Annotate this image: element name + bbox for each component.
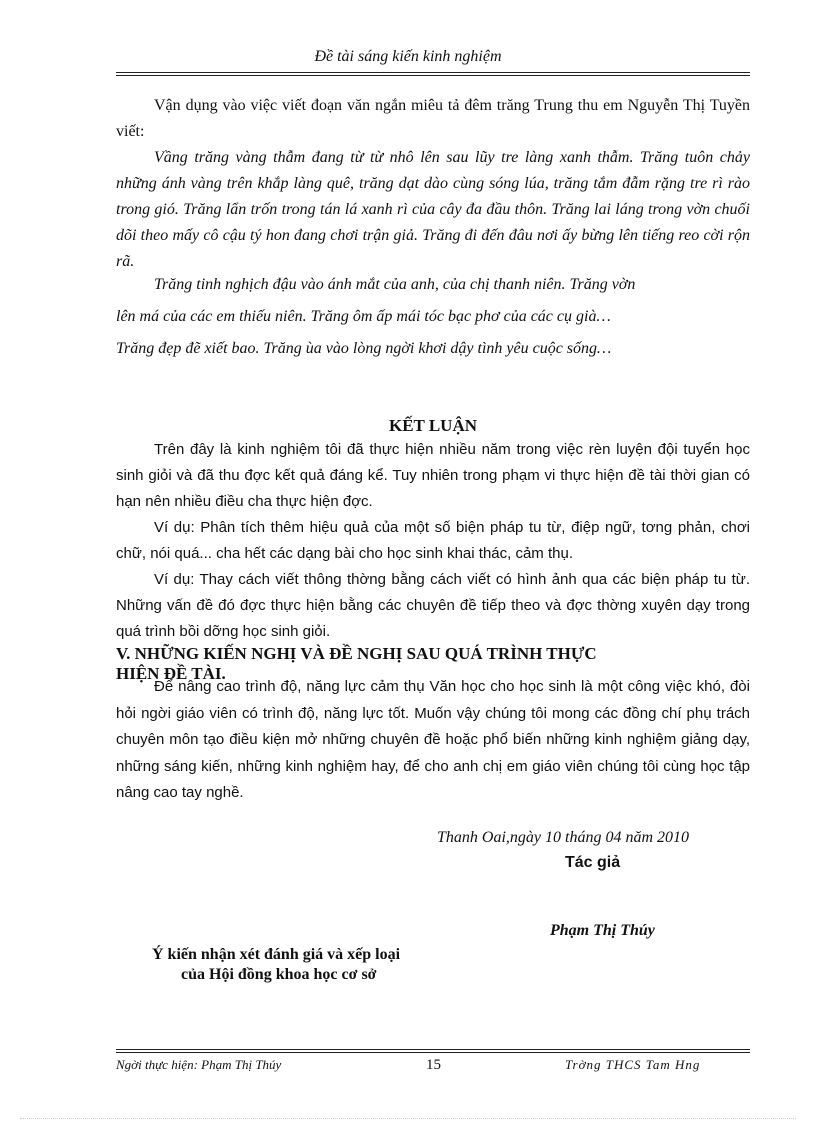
footer-rule-top [116, 1049, 750, 1050]
moon-quote-paragraph: Vầng trăng vàng thẫm đang từ từ nhô lên sau lũy tre làng xanh thẫm. Trăng tuôn chảy những ánh vàng trên khắp làng quê, trăng dạt dào cùng sóng lúa, trăng tắm đẫm rặng tre rì rào trong gió. Trăng lẩn trốn trong tán lá xanh rì của cây đa đầu thôn. Trăng lai láng trong vờn chuối dõi theo mấy cô cậu tý hon đang chơi trận giả. Trăng đi đến đâu nơi ấy bừng lên tiếng reo cời rộn rã. [116, 149, 750, 270]
conclusion-heading: KẾT LUẬN [388, 416, 477, 435]
footer-page-number: 15 [426, 1057, 441, 1073]
section-v-heading-continued: HIỆN ĐỀ TÀI. [116, 664, 226, 683]
header-rule-top [116, 72, 750, 73]
evaluation-heading: Ý kiến nhận xét đánh giá và xếp loại [152, 946, 401, 963]
footer-school: Trờng THCS Tam Hng [565, 1057, 701, 1072]
evaluation-heading-continued: của Hội đồng khoa học cơ sở [181, 966, 377, 983]
signature-author-name: Phạm Thị Thúy [550, 922, 655, 939]
conclusion-example-paragraph: Ví dụ: Thay cách viết thông thờng bằng cách viết có hình ảnh qua các biện pháp tu từ. Những vấn đề đó đợc thực hiện bằng các chuyên đề tiếp theo và đợc thờng xuyên dạy trong quá trình bồi dỡng học sinh giỏi. [116, 571, 750, 640]
moon-quote-line: lên má của các em thiếu niên. Trăng ôm ấp mái tóc bạc phơ của các cụ già… [116, 308, 611, 325]
page-header-title: Đề tài sáng kiến kinh nghiệm [314, 48, 502, 65]
footer-author: Ngời thực hiện: Phạm Thị Thúy [116, 1057, 282, 1072]
moon-quote-line: Trăng đẹp đẽ xiết bao. Trăng ùa vào lòng ngời khơi dậy tình yêu cuộc sống… [116, 340, 612, 357]
section-v-paragraph: Để nâng cao trình độ, năng lực cảm thụ Văn học cho học sinh là một công việc khó, đòi hỏi ngời giáo viên có trình độ, năng lực tốt. Muốn vậy chúng tôi mong các đồng chí phụ trách chuyên môn tạo điều kiện mở những chuyên đề hoặc phổ biến những kinh nghiệm giảng dạy, những sáng kiến, những kinh nghiệm hay, để cho anh chị em giáo viên chúng tôi cùng học tập nâng cao tay nghề. [116, 678, 750, 801]
section-v-heading: V. NHỮNG KIẾN NGHỊ VÀ ĐỀ NGHỊ SAU QUÁ TRÌNH THỰC [116, 644, 597, 663]
intro-paragraph: Vận dụng vào việc viết đoạn văn ngắn miêu tả đêm trăng Trung thu em Nguyễn Thị Tuyền viết: [116, 97, 750, 140]
page-bottom-dotted-border [20, 1118, 796, 1119]
conclusion-example-paragraph: Ví dụ: Phân tích thêm hiệu quả của một số biện pháp tu từ, điệp ngữ, tơng phản, chơi chữ, nói quá... cha hết các dạng bài cho học sinh khai thác, cảm thụ. [116, 519, 750, 562]
signature-role: Tác giả [565, 854, 621, 871]
signature-place-date: Thanh Oai,ngày 10 tháng 04 năm 2010 [437, 829, 689, 846]
header-rule-bottom [116, 75, 750, 76]
moon-quote-line: Trăng tinh nghịch đậu vào ánh mắt của anh, của chị thanh niên. Trăng vờn [154, 276, 636, 293]
footer-rule-bottom [116, 1052, 750, 1053]
conclusion-paragraph: Trên đây là kinh nghiệm tôi đã thực hiện nhiều năm trong việc rèn luyện đội tuyển học sinh giỏi và đã thu đợc kết quả đáng kể. Tuy nhiên trong phạm vi thực hiện đề tài thời gian có hạn nên nhiều điều cha thực hiện đợc. [116, 441, 750, 510]
